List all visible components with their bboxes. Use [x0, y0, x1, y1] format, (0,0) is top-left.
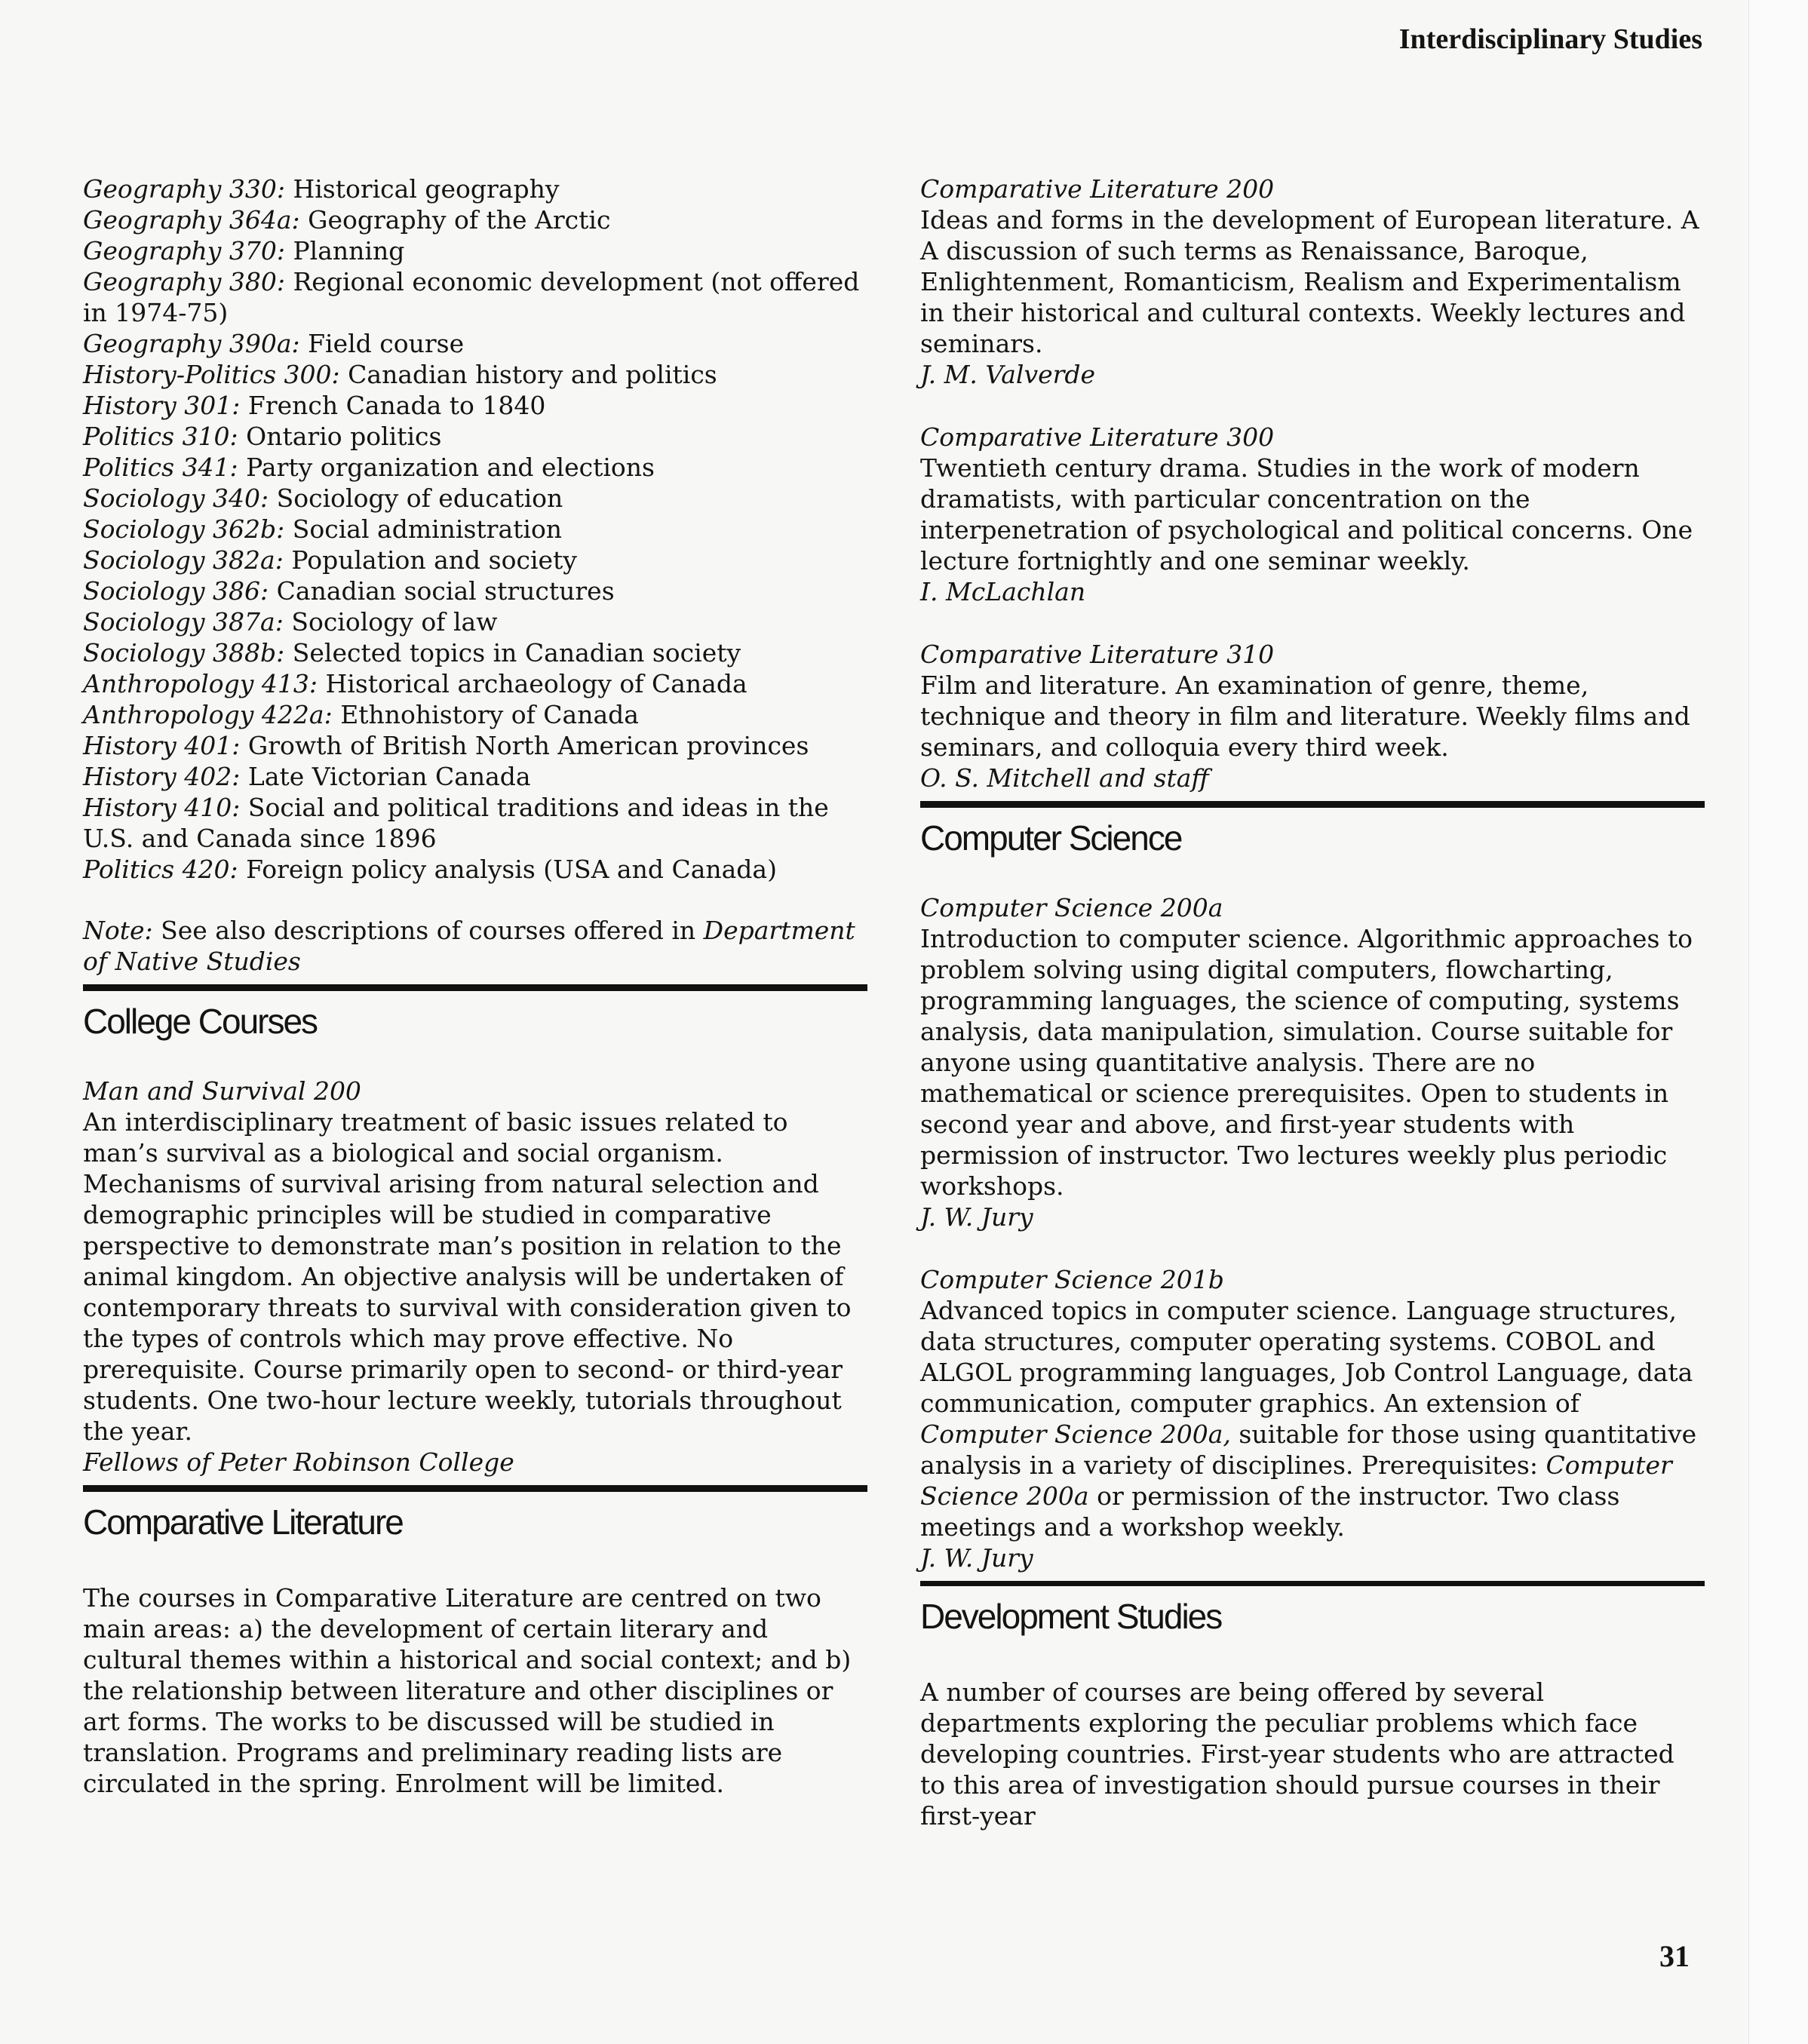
course-code: Politics 341:: [83, 453, 238, 482]
course-description: Twentieth century drama. Studies in the work of modern dramatists, with particular concentration on the interpenetration of psychological and political concerns. One lecture fortnightly and one seminar weekly.: [920, 453, 1693, 575]
course-reference: Computer Science 200a,: [920, 1419, 1231, 1449]
course-title: Computer Science 200a: [920, 893, 1223, 922]
section-rule: [920, 801, 1705, 808]
section-rule: [920, 1581, 1705, 1586]
course-list-title: Canadian social structures: [276, 576, 615, 606]
course-list-item: [83, 545, 867, 575]
computer-science-heading: Computer Science: [920, 818, 1182, 858]
course-code: History-Politics 300:: [83, 360, 340, 389]
course-list-title: Late Victorian Canada: [247, 762, 531, 791]
course-list-item: [83, 235, 867, 266]
course-list: [83, 173, 867, 885]
description-part: Advanced topics in computer science. Language structures, data structures, computer operating systems. COBOL and ALGOL programming languages, Job Control Language, data communication, computer graphics. An extension of: [920, 1296, 1693, 1418]
course-list-title: Field course: [308, 329, 465, 358]
course-title: Comparative Literature 200: [920, 174, 1275, 204]
comparative-literature-heading: Comparative Literature: [83, 1502, 403, 1542]
course-list-title: Planning: [293, 236, 405, 265]
course-list-item: [83, 204, 867, 235]
course-entry: [920, 173, 1705, 390]
course-instructor: J. W. Jury: [920, 1202, 1033, 1232]
course-code: Sociology 382a:: [83, 545, 284, 575]
course-list-item: [83, 328, 867, 359]
course-list-item: [83, 606, 867, 637]
course-list-title: Sociology of law: [291, 607, 498, 637]
course-list-title: Geography of the Arctic: [308, 205, 611, 235]
course-list-title: French Canada to 1840: [247, 391, 546, 420]
course-list-item: [83, 359, 867, 390]
course-title: Computer Science 201b: [920, 1265, 1224, 1294]
course-code: Politics 420:: [83, 855, 238, 884]
description-part: suitable for those using quantitative analysis in a variety of disciplines. Prerequisites:: [920, 1419, 1697, 1480]
course-code: Sociology 362b:: [83, 514, 285, 544]
section-rule: [83, 1485, 867, 1492]
note-label: Note:: [83, 916, 153, 945]
course-instructor: J. M. Valverde: [920, 360, 1096, 389]
course-code: Geography 390a:: [83, 329, 300, 358]
course-list-title: Foreign policy analysis (USA and Canada): [246, 855, 777, 884]
note-ref: Department of Native Studies: [83, 916, 855, 976]
course-code: Sociology 386:: [83, 576, 269, 606]
course-list-title: Historical archaeology of Canada: [325, 669, 747, 698]
course-title: Man and Survival 200: [83, 1076, 361, 1106]
course-code: Geography 380:: [83, 267, 285, 296]
course-list-title: Canadian history and politics: [348, 360, 717, 389]
course-list-item: [83, 575, 867, 606]
course-list-title: Social administration: [292, 514, 563, 544]
course-list-item: [83, 699, 867, 730]
course-code: History 410:: [83, 793, 241, 822]
course-list-item: [83, 452, 867, 483]
course-instructor: I. McLachlan: [920, 577, 1086, 606]
course-list-title: Party organization and elections: [246, 453, 655, 482]
course-list-title: Sociology of education: [276, 483, 563, 513]
course-description: Ideas and forms in the development of European literature. A A discussion of such terms as Renaissance, Baroque, Enlightenment, Romanticism, Realism and Experimentalism in their historical and cultural contexts. Weekly lectures and seminars.: [920, 205, 1699, 358]
development-studies-heading: Development Studies: [920, 1597, 1222, 1636]
course-entry: [920, 1264, 1705, 1573]
note-text: See also descriptions of courses offered in: [161, 916, 696, 945]
page-edge: [1748, 0, 1808, 2044]
course-list-item: [83, 483, 867, 514]
course-entry: [83, 1076, 867, 1478]
course-list-item: [83, 637, 867, 668]
course-list-title: Ethnohistory of Canada: [340, 700, 639, 729]
course-code: Sociology 388b:: [83, 638, 285, 668]
course-list-item: [83, 792, 867, 854]
course-description: [920, 1295, 1705, 1542]
course-code: Geography 364a:: [83, 205, 300, 235]
course-code: Geography 330:: [83, 174, 285, 204]
running-head: Interdisciplinary Studies: [1398, 23, 1702, 55]
course-code: Politics 310:: [83, 422, 238, 451]
course-list-item: [83, 173, 867, 204]
course-code: Anthropology 413:: [83, 669, 318, 698]
course-list-item: [83, 514, 867, 545]
course-code: History 301:: [83, 391, 241, 420]
note: [83, 915, 867, 977]
course-code: History 402:: [83, 762, 241, 791]
development-studies-intro: A number of courses are being offered by several departments exploring the peculiar problems which face developing countries. First-year students who are attracted to this area of investigation should pursue courses in their first-year: [920, 1677, 1674, 1831]
course-list-item: [83, 390, 867, 421]
course-description: An interdisciplinary treatment of basic issues related to man’s survival as a biological and social organism. Mechanisms of survival arising from natural selection and demographic principles will be studied in comparative perspective to demonstrate man’s position in relation to the animal kingdom. An objective analysis will be undertaken of contemporary threats to survival with consideration given to the types of controls which may prove effective. No prerequisite. Course primarily open to second- or third-year students. One two-hour lecture weekly, tutorials throughout the year.: [83, 1107, 852, 1446]
course-code: Anthropology 422a:: [83, 700, 333, 729]
course-code: History 401:: [83, 731, 241, 760]
course-list-title: Population and society: [291, 545, 577, 575]
description-part: or permission of the instructor. Two class meetings and a workshop weekly.: [920, 1481, 1620, 1542]
course-code: Sociology 387a:: [83, 607, 284, 637]
course-list-title: Selected topics in Canadian society: [292, 638, 741, 668]
comparative-literature-intro: The courses in Comparative Literature are centred on two main areas: a) the development of certain literary and cultural themes within a historical and social context; and b) the relationship between literature and other disciplines or art forms. The works to be discussed will be studied in translation. Programs and preliminary reading lists are circulated in the spring. Enrolment will be limited.: [83, 1583, 852, 1798]
right-column: [920, 173, 1705, 1831]
course-code: Sociology 340:: [83, 483, 269, 513]
left-column: [83, 173, 867, 1799]
course-entry: [920, 422, 1705, 607]
course-description: Introduction to computer science. Algorithmic approaches to problem solving using digital computers, flowcharting, programming languages, the science of computing, systems analysis, data manipulation, simulation. Course suitable for anyone using quantitative analysis. There are no mathematical or science prerequisites. Open to students in second year and above, and first-year students with permission of instructor. Two lectures weekly plus periodic workshops.: [920, 924, 1693, 1201]
course-title: Comparative Literature 300: [920, 422, 1275, 452]
course-instructor: O. S. Mitchell and staff: [920, 763, 1209, 793]
course-list-item: [83, 421, 867, 452]
course-list-item: [83, 761, 867, 792]
college-courses-heading: College Courses: [83, 1002, 318, 1041]
course-list-item: [83, 668, 867, 699]
course-list-title: Growth of British North American provinces: [247, 731, 809, 760]
course-description: Film and literature. An examination of genre, theme, technique and theory in film and literature. Weekly films and seminars, and colloquia every third week.: [920, 671, 1690, 762]
course-list-item: [83, 854, 867, 885]
course-code: Geography 370:: [83, 236, 285, 265]
course-list-title: Social and political traditions and ideas in the U.S. and Canada since 1896: [83, 793, 829, 853]
course-list-item: [83, 730, 867, 761]
course-instructor: J. W. Jury: [920, 1543, 1033, 1573]
section-rule: [83, 984, 867, 991]
course-list-title: Historical geography: [293, 174, 560, 204]
course-list-title: Regional economic development (not offered in 1974-75): [83, 267, 860, 327]
page-number: 31: [1659, 1939, 1690, 1973]
course-entry: [920, 639, 1705, 793]
course-entry: [920, 892, 1705, 1232]
course-instructor: Fellows of Peter Robinson College: [83, 1447, 514, 1477]
course-list-item: [83, 266, 867, 328]
course-list-title: Ontario politics: [246, 422, 442, 451]
course-reference: Computer Science 200a: [920, 1450, 1672, 1511]
course-title: Comparative Literature 310: [920, 640, 1275, 669]
